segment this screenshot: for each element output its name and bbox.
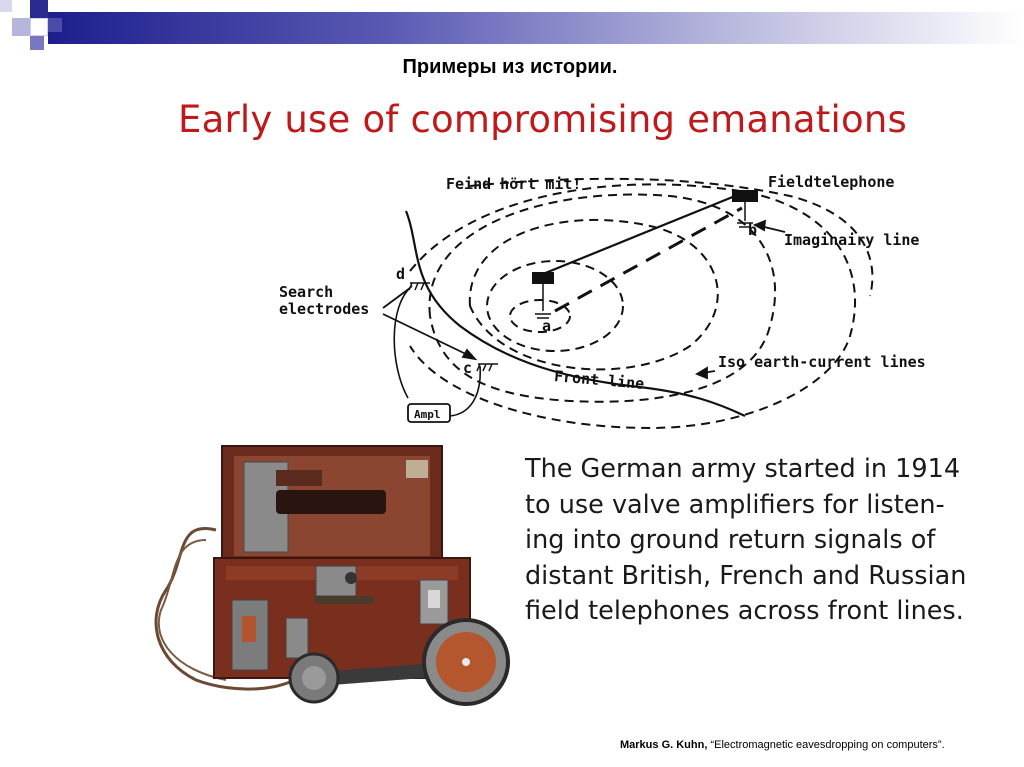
label-d: d	[396, 265, 406, 283]
label-a: a	[542, 317, 552, 335]
label-b: b	[748, 221, 758, 239]
caption-line: distant British, French and Russian	[525, 560, 967, 591]
field-telephone-photo	[136, 440, 516, 715]
label-c: c	[463, 359, 473, 377]
iso-line	[487, 261, 623, 351]
decor-square	[30, 0, 48, 18]
label-feind: Feind hört mit!	[446, 175, 582, 193]
telephone-wire	[538, 194, 740, 276]
slide-heading: Early use of compromising emanations	[178, 98, 907, 141]
label-fieldtelephone: Fieldtelephone	[768, 173, 895, 191]
decor-square	[30, 36, 44, 50]
label-ampl: Ampl	[414, 408, 441, 421]
slide-title: Примеры из истории.	[402, 56, 618, 78]
imaginary-line	[555, 208, 742, 311]
telephone-a	[532, 272, 554, 284]
decor-square	[0, 0, 12, 12]
caption-line: to use valve amplifiers for listen-	[525, 489, 945, 520]
footnote	[620, 739, 945, 751]
iso-line	[510, 300, 570, 332]
footnote-author: Markus G. Kuhn,	[620, 739, 708, 751]
header-gradient-bar	[48, 12, 1024, 44]
label-search-electrodes: Search electrodes	[279, 283, 370, 318]
caption-line: The German army started in 1914	[525, 454, 961, 484]
label-iso: Iso earth-current lines	[718, 353, 926, 371]
footnote-title: “Electromagnetic eavesdropping on computers”.	[707, 739, 945, 751]
label-imaginary: Imaginairy line	[784, 231, 920, 249]
caption-line: field telephones across front lines.	[525, 596, 964, 626]
label-front-line: Front line	[553, 367, 645, 393]
field-telephone-illustration	[136, 440, 516, 715]
fieldtelephone	[732, 190, 758, 202]
diagram-drawing	[270, 166, 970, 436]
decor-square	[30, 18, 48, 36]
decor-square	[48, 18, 62, 32]
decor-square	[12, 18, 30, 36]
caption	[525, 452, 965, 630]
emanations-diagram	[270, 166, 970, 436]
caption-line: ing into ground return signals of	[525, 525, 936, 555]
